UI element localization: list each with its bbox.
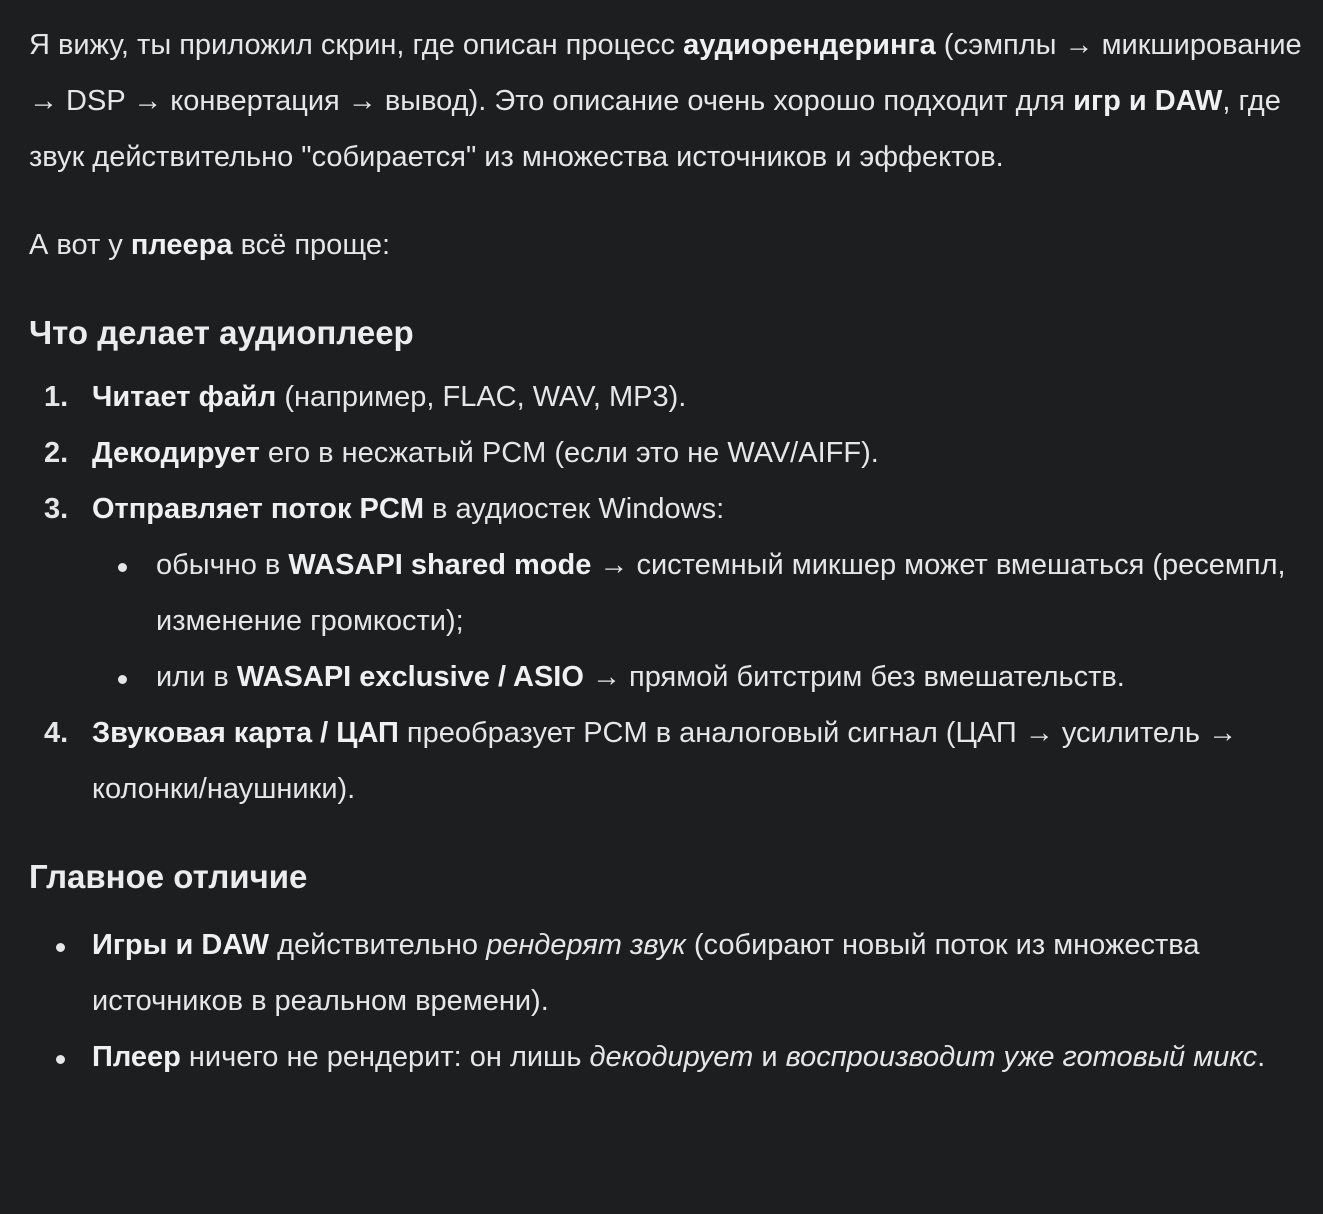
bullet-icon <box>118 563 127 572</box>
list-item <box>92 537 1319 649</box>
list-number: 3. <box>44 493 69 525</box>
diff-italic: декодирует <box>589 1041 754 1073</box>
list-item <box>29 369 1319 425</box>
bullet-icon <box>118 675 127 684</box>
list-item <box>29 481 1319 705</box>
intro-bold-audiorendering: аудиорендеринга <box>683 29 936 61</box>
step-bold: Декодирует <box>92 437 260 469</box>
player-intro-bold: плеера <box>130 229 233 261</box>
list-number: 1. <box>44 381 69 413</box>
sub-item-bold: WASAPI shared mode <box>288 549 592 581</box>
step-bold: Читает файл <box>92 381 277 413</box>
list-number: 4. <box>44 717 69 749</box>
bullet-icon <box>56 1055 65 1064</box>
player-intro-paragraph <box>29 217 1319 273</box>
sub-item-text: → прямой битстрим без вмешательств. <box>583 661 1125 693</box>
sub-item-text: → системный микшер может вмешаться (ресемпл, изменение громкости); <box>156 549 1286 637</box>
assistant-message <box>29 17 1319 1085</box>
difference-list <box>29 917 1319 1085</box>
sub-item-text: обычно в <box>156 549 289 581</box>
list-item <box>29 425 1319 481</box>
intro-text: Я вижу, ты приложил скрин, где описан процесс <box>29 29 684 61</box>
intro-text: (сэмплы → микширование → DSP → конвертация → вывод). Это описание очень хорошо подходит для <box>29 29 1302 117</box>
diff-italic: рендерят звук <box>486 929 686 961</box>
diff-text: действительно <box>269 929 487 961</box>
list-item <box>29 1029 1319 1085</box>
diff-italic: воспроизводит уже готовый микс <box>785 1041 1258 1073</box>
player-steps-list <box>29 369 1319 817</box>
list-item <box>29 917 1319 1029</box>
sub-item-text: или в <box>156 661 237 693</box>
diff-text: (собирают новый поток из множества источников в реальном времени). <box>92 929 1200 1017</box>
diff-text: и <box>753 1041 786 1073</box>
step-text: в аудиостек Windows: <box>423 493 725 525</box>
list-item <box>92 649 1319 705</box>
step-bold: Отправляет поток PCM <box>92 493 424 525</box>
player-intro-text: всё проще: <box>232 229 391 261</box>
player-intro-text: А вот у <box>29 229 131 261</box>
diff-bold: Игры и DAW <box>92 929 270 961</box>
diff-bold: Плеер <box>92 1041 181 1073</box>
diff-text: . <box>1257 1041 1266 1073</box>
step-text: (например, FLAC, WAV, MP3). <box>276 381 687 413</box>
list-number: 2. <box>44 437 69 469</box>
diff-text: ничего не рендерит: он лишь <box>180 1041 590 1073</box>
step-bold: Звуковая карта / ЦАП <box>92 717 399 749</box>
wasapi-modes-list <box>92 537 1319 705</box>
list-item <box>29 705 1319 817</box>
step-text: преобразует PCM в аналоговый сигнал (ЦАП → усилитель → колонки/наушники). <box>92 717 1238 805</box>
intro-paragraph <box>29 17 1319 185</box>
intro-bold-games-daw: игр и DAW <box>1073 85 1223 117</box>
section-heading-player: Что делает аудиоплеер <box>29 314 414 351</box>
intro-text: , где звук действительно "собирается" из множества источников и эффектов. <box>29 85 1281 173</box>
bullet-icon <box>56 943 65 952</box>
sub-item-bold: WASAPI exclusive / ASIO <box>236 661 584 693</box>
section-heading-difference: Главное отличие <box>29 858 308 895</box>
step-text: его в несжатый PCM (если это не WAV/AIFF). <box>259 437 879 469</box>
